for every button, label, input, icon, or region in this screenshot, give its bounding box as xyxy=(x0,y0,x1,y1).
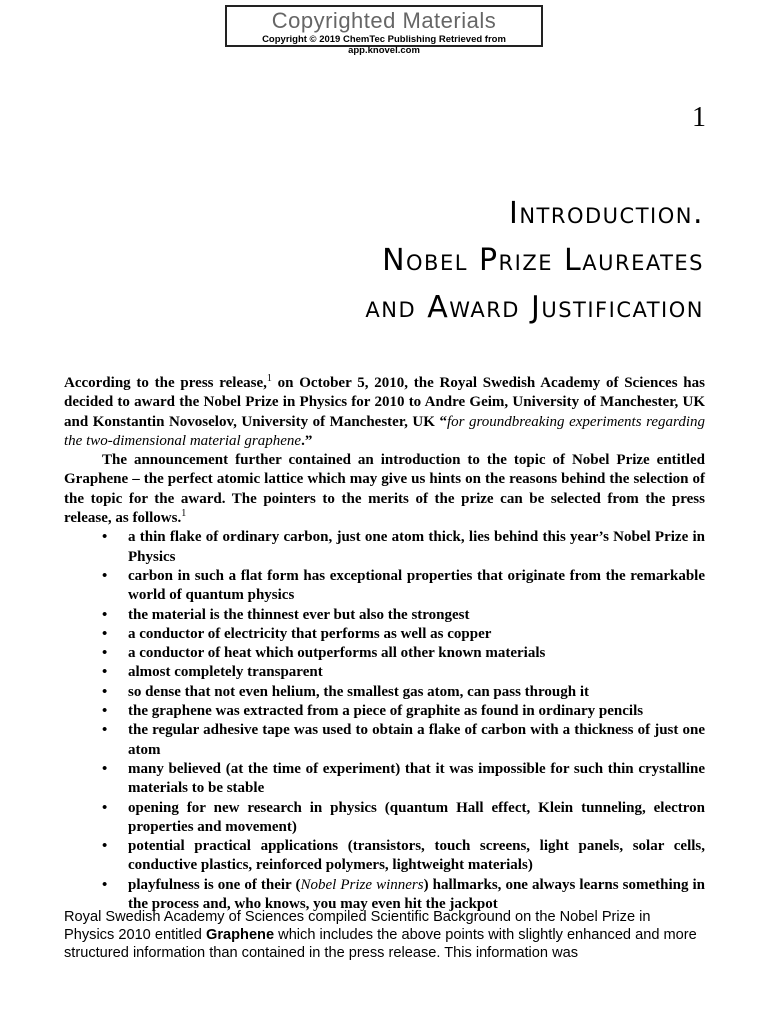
bullet-marker: • xyxy=(102,838,108,855)
list-item xyxy=(64,702,705,721)
list-item-text: carbon in such a flat form has exceptional properties that originate from the remarkable world of quantum physics xyxy=(128,567,705,604)
list-item-text: the regular adhesive tape was used to obtain a flake of carbon with a thickness of just one atom xyxy=(128,722,705,758)
bullet-marker: • xyxy=(102,799,108,816)
text-run: Royal Swedish Academy of Sciences compiled Scientific Background on the Nobel Prize in Physics 2010 entitled xyxy=(64,909,651,944)
bullet-marker: • xyxy=(102,876,108,893)
bullet-marker: • xyxy=(102,722,108,739)
bullet-marker: • xyxy=(102,625,108,642)
chapter-title xyxy=(365,190,704,331)
list-item xyxy=(64,528,705,567)
list-item-text: playfulness is one of their ( xyxy=(128,876,301,893)
stamp-subtitle: Copyright © 2019 ChemTec Publishing Retrieved from app.knovel.com xyxy=(262,34,506,56)
text-run: According to the press release, xyxy=(64,375,267,391)
continuation-paragraph xyxy=(64,908,704,963)
italic-quote: for groundbreaking experiments regarding the two-dimensional material graphene xyxy=(64,413,705,449)
list-item xyxy=(64,663,705,682)
list-item-text: potential practical applications (transistors, touch screens, light panels, solar cells, conductive plastics, reinforced polymers, lightweight materials) xyxy=(128,838,705,874)
footnote-ref: 1 xyxy=(266,373,272,384)
text-run: on October 5, 2010, the Royal Swedish Academy of Sciences has decided to award the Nobel Prize in Physics for 2010 to Andre Geim, University of Manchester, UK and Konstantin Novoselov, University of Manchester, UK “ xyxy=(64,375,705,430)
list-item-text: a conductor of electricity that performs as well as copper xyxy=(128,625,492,642)
bullet-marker: • xyxy=(102,567,108,584)
paragraph-intro xyxy=(64,374,705,451)
list-item-text: a conductor of heat which outperforms all other known materials xyxy=(128,645,546,662)
text-run: which may give us hints on the reasons behind the selection of the topic for the award. The pointers to the merits of the prize can be selected from the press release, as follows. xyxy=(64,471,705,527)
bullet-marker: • xyxy=(102,683,108,700)
bullet-list xyxy=(64,528,705,914)
paragraph-announcement xyxy=(64,451,705,528)
list-item xyxy=(64,799,705,838)
list-item-text: ) hallmarks, one always learns something in the process and, who knows, you may even hit the jackpot xyxy=(128,876,706,913)
bullet-marker: • xyxy=(102,529,108,546)
list-item-text: the graphene was extracted from a piece of graphite as found in ordinary pencils xyxy=(128,703,644,720)
list-item-text: almost completely transparent xyxy=(128,664,323,681)
list-item-text: opening for new research in physics (quantum Hall effect, Klein tunneling, electron properties and movement) xyxy=(128,799,705,835)
list-item xyxy=(64,606,705,625)
list-item xyxy=(64,721,705,760)
italic-phrase: Nobel Prize winners xyxy=(300,876,424,893)
list-item xyxy=(64,644,705,663)
bullet-marker: • xyxy=(102,760,108,777)
emphasis-title: Graphene – the perfect atomic lattice xyxy=(64,471,304,488)
list-item-text: the material is the thinnest ever but also the strongest xyxy=(128,606,470,623)
chapter-title-line: Introduction. xyxy=(508,196,704,231)
list-item-text: many believed (at the time of experiment) that it was impossible for such thin crystalline materials to be stable xyxy=(128,760,705,797)
chapter-title-line: and Award Justification xyxy=(365,290,704,325)
bullet-marker: • xyxy=(102,645,108,662)
chapter-number: 1 xyxy=(692,102,706,133)
list-item-text: so dense that not even helium, the smallest gas atom, can pass through it xyxy=(128,683,589,700)
list-item-text: a thin flake of ordinary carbon, just one atom thick, lies behind this year’s Nobel Prize in Physics xyxy=(128,529,705,565)
bold-term: Graphene xyxy=(205,927,275,944)
list-item xyxy=(64,683,705,702)
footnote-ref: 1 xyxy=(181,508,187,520)
text-run: The announcement further contained an introduction to the topic of Nobel Prize entitled xyxy=(102,452,705,469)
text-run: .” xyxy=(301,432,313,449)
copyright-stamp xyxy=(225,5,543,56)
list-item xyxy=(64,837,705,876)
body-text xyxy=(64,374,705,914)
bullet-marker: • xyxy=(102,703,108,720)
list-item xyxy=(64,760,705,799)
text-run: which includes the above points with slightly enhanced and more structured information than contained in the press release. This information was xyxy=(64,927,697,962)
list-item xyxy=(64,567,705,606)
chapter-title-line: Nobel Prize Laureates xyxy=(382,243,704,278)
bullet-marker: • xyxy=(102,606,108,623)
stamp-title: Copyrighted Materials xyxy=(271,8,497,33)
bullet-marker: • xyxy=(102,664,108,681)
list-item xyxy=(64,625,705,644)
